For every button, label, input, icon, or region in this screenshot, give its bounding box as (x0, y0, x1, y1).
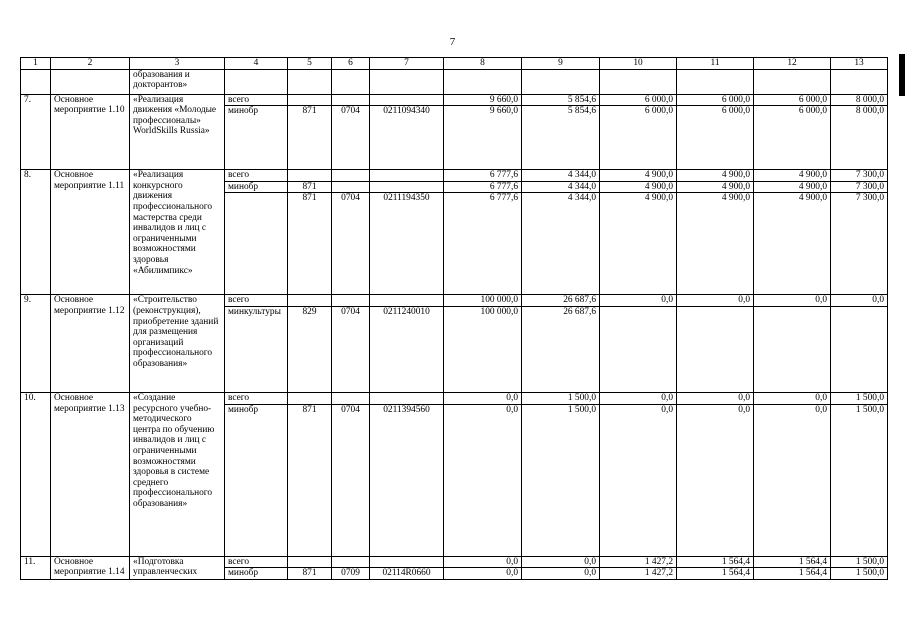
amount-col10: 0,0 (600, 404, 677, 556)
column-number: 8 (444, 58, 522, 70)
amount-col13: 1 500,0 (831, 556, 888, 568)
section-code: 0709 (332, 568, 370, 580)
amount-col10: 0,0 (600, 392, 677, 404)
amount-col13: 8 000,0 (831, 106, 888, 170)
amount-col12: 0,0 (754, 295, 831, 307)
amount-col13: 0,0 (831, 295, 888, 307)
amount-col11: 6 000,0 (677, 94, 754, 106)
row-number: 9. (21, 295, 51, 393)
table-row (21, 295, 888, 307)
executor: минобр (225, 404, 288, 556)
measure-code: Основное мероприятие 1.11 (51, 170, 130, 295)
amount-col9: 1 500,0 (522, 404, 600, 556)
measure-code: Основное мероприятие 1.13 (51, 392, 130, 556)
target-article-code (370, 392, 444, 404)
executor: минобр (225, 568, 288, 580)
column-number: 13 (831, 58, 888, 70)
amount-col9: 26 687,6 (522, 295, 600, 307)
amount-col12: 6 000,0 (754, 106, 831, 170)
executor: минобр (225, 106, 288, 170)
row-number: 7. (21, 94, 51, 170)
table-row (21, 170, 888, 182)
amount-col12: 4 900,0 (754, 181, 831, 193)
section-code (332, 94, 370, 106)
amount-col9: 1 500,0 (522, 392, 600, 404)
amount-col11 (677, 306, 754, 392)
amount-col9: 0,0 (522, 556, 600, 568)
amount-col11: 1 564,4 (677, 556, 754, 568)
amount-col8: 0,0 (444, 556, 522, 568)
amount-col10 (600, 306, 677, 392)
amount-col12: 4 900,0 (754, 193, 831, 295)
amount-col8: 100 000,0 (444, 295, 522, 307)
amount-col10: 4 900,0 (600, 181, 677, 193)
target-article-code: 0211094340 (370, 106, 444, 170)
grbs-code: 871 (288, 193, 332, 295)
executor: всего (225, 170, 288, 182)
measure-name: «Реализация конкурсного движения профессионального мастерства среди инвалидов и лиц с ограниченными возможностями здоровья «Абилимпикс» (130, 170, 225, 295)
amount-col13: 8 000,0 (831, 94, 888, 106)
column-number: 3 (130, 58, 225, 70)
section-code: 0704 (332, 306, 370, 392)
executor: минкультуры (225, 306, 288, 392)
column-number: 5 (288, 58, 332, 70)
measure-code: Основное мероприятие 1.14 (51, 556, 130, 579)
measure-name: «Строительство (реконструкция), приобретение зданий для размещения организаций профессионального образования» (130, 295, 225, 393)
amount-col10: 1 427,2 (600, 556, 677, 568)
amount-col13: 1 500,0 (831, 404, 888, 556)
amount-col10: 6 000,0 (600, 106, 677, 170)
amount-col12: 6 000,0 (754, 94, 831, 106)
amount-col8: 9 660,0 (444, 106, 522, 170)
amount-col10: 4 900,0 (600, 170, 677, 182)
column-number: 12 (754, 58, 831, 70)
grbs-code (288, 295, 332, 307)
amount-col8: 0,0 (444, 392, 522, 404)
amount-col9: 0,0 (522, 568, 600, 580)
amount-col11: 4 900,0 (677, 193, 754, 295)
amount-col11: 4 900,0 (677, 181, 754, 193)
scan-edge-mark (899, 54, 905, 96)
target-article-code: 0211194350 (370, 193, 444, 295)
amount-col12: 0,0 (754, 404, 831, 556)
column-number: 11 (677, 58, 754, 70)
executor (225, 193, 288, 295)
amount-col11: 4 900,0 (677, 170, 754, 182)
amount-col10: 4 900,0 (600, 193, 677, 295)
table-row (21, 556, 888, 568)
grbs-code (288, 392, 332, 404)
section-code (332, 556, 370, 568)
amount-col10: 6 000,0 (600, 94, 677, 106)
amount-col11: 0,0 (677, 404, 754, 556)
amount-col9: 4 344,0 (522, 193, 600, 295)
measure-code: Основное мероприятие 1.12 (51, 295, 130, 393)
amount-col13: 7 300,0 (831, 193, 888, 295)
column-number: 4 (225, 58, 288, 70)
grbs-code (288, 556, 332, 568)
amount-col8: 6 777,6 (444, 170, 522, 182)
amount-col12: 4 900,0 (754, 170, 831, 182)
amount-col10: 0,0 (600, 295, 677, 307)
measure-name: «Реализация движения «Молодые профессионалы» WorldSkills Russia» (130, 94, 225, 170)
section-code (332, 392, 370, 404)
row-number: 10. (21, 392, 51, 556)
amount-col9: 5 854,6 (522, 106, 600, 170)
column-number-row (21, 58, 888, 70)
table-row (21, 94, 888, 106)
amount-col13: 1 500,0 (831, 392, 888, 404)
executor: всего (225, 94, 288, 106)
target-article-code (370, 295, 444, 307)
measure-name: образования и докторантов» (130, 69, 225, 94)
amount-col8: 0,0 (444, 568, 522, 580)
section-code: 0704 (332, 106, 370, 170)
measure-name: «Подготовка управленческих (130, 556, 225, 579)
target-article-code (370, 94, 444, 106)
grbs-code: 871 (288, 568, 332, 580)
amount-col8: 6 777,6 (444, 181, 522, 193)
amount-col9: 4 344,0 (522, 181, 600, 193)
amount-col8: 100 000,0 (444, 306, 522, 392)
amount-col9: 4 344,0 (522, 170, 600, 182)
executor: всего (225, 556, 288, 568)
page-number: 7 (449, 36, 456, 48)
executor: минобр (225, 181, 288, 193)
executor: всего (225, 295, 288, 307)
section-code (332, 170, 370, 182)
section-code: 0704 (332, 193, 370, 295)
amount-col13: 7 300,0 (831, 181, 888, 193)
executor: всего (225, 392, 288, 404)
amount-col8: 6 777,6 (444, 193, 522, 295)
grbs-code: 829 (288, 306, 332, 392)
target-article-code (370, 181, 444, 193)
amount-col9: 5 854,6 (522, 94, 600, 106)
amount-col11: 0,0 (677, 295, 754, 307)
budget-table (20, 57, 888, 580)
amount-col9: 26 687,6 (522, 306, 600, 392)
amount-col12: 0,0 (754, 392, 831, 404)
table-row-continuation (21, 69, 888, 94)
amount-col10: 1 427,2 (600, 568, 677, 580)
amount-col12 (754, 306, 831, 392)
target-article-code: 0211240010 (370, 306, 444, 392)
amount-col11: 1 564,4 (677, 568, 754, 580)
column-number: 7 (370, 58, 444, 70)
section-code (332, 181, 370, 193)
column-number: 2 (51, 58, 130, 70)
column-number: 9 (522, 58, 600, 70)
grbs-code: 871 (288, 106, 332, 170)
amount-col11: 0,0 (677, 392, 754, 404)
measure-name: «Создание ресурсного учебно-методического центра по обучению инвалидов и лиц с ограниченными возможностями здоровья в системе среднего профессионального образования» (130, 392, 225, 556)
grbs-code (288, 170, 332, 182)
grbs-code: 871 (288, 181, 332, 193)
section-code (332, 295, 370, 307)
table-row (21, 392, 888, 404)
column-number: 1 (21, 58, 51, 70)
amount-col13: 1 500,0 (831, 568, 888, 580)
section-code: 0704 (332, 404, 370, 556)
target-article-code: 0211394560 (370, 404, 444, 556)
target-article-code: 02114R0660 (370, 568, 444, 580)
amount-col11: 6 000,0 (677, 106, 754, 170)
amount-col12: 1 564,4 (754, 568, 831, 580)
target-article-code (370, 170, 444, 182)
amount-col12: 1 564,4 (754, 556, 831, 568)
amount-col13 (831, 306, 888, 392)
grbs-code: 871 (288, 404, 332, 556)
column-number: 10 (600, 58, 677, 70)
row-number: 8. (21, 170, 51, 295)
row-number: 11. (21, 556, 51, 579)
target-article-code (370, 556, 444, 568)
amount-col13: 7 300,0 (831, 170, 888, 182)
amount-col8: 0,0 (444, 404, 522, 556)
measure-code: Основное мероприятие 1.10 (51, 94, 130, 170)
column-number: 6 (332, 58, 370, 70)
grbs-code (288, 94, 332, 106)
amount-col8: 9 660,0 (444, 94, 522, 106)
